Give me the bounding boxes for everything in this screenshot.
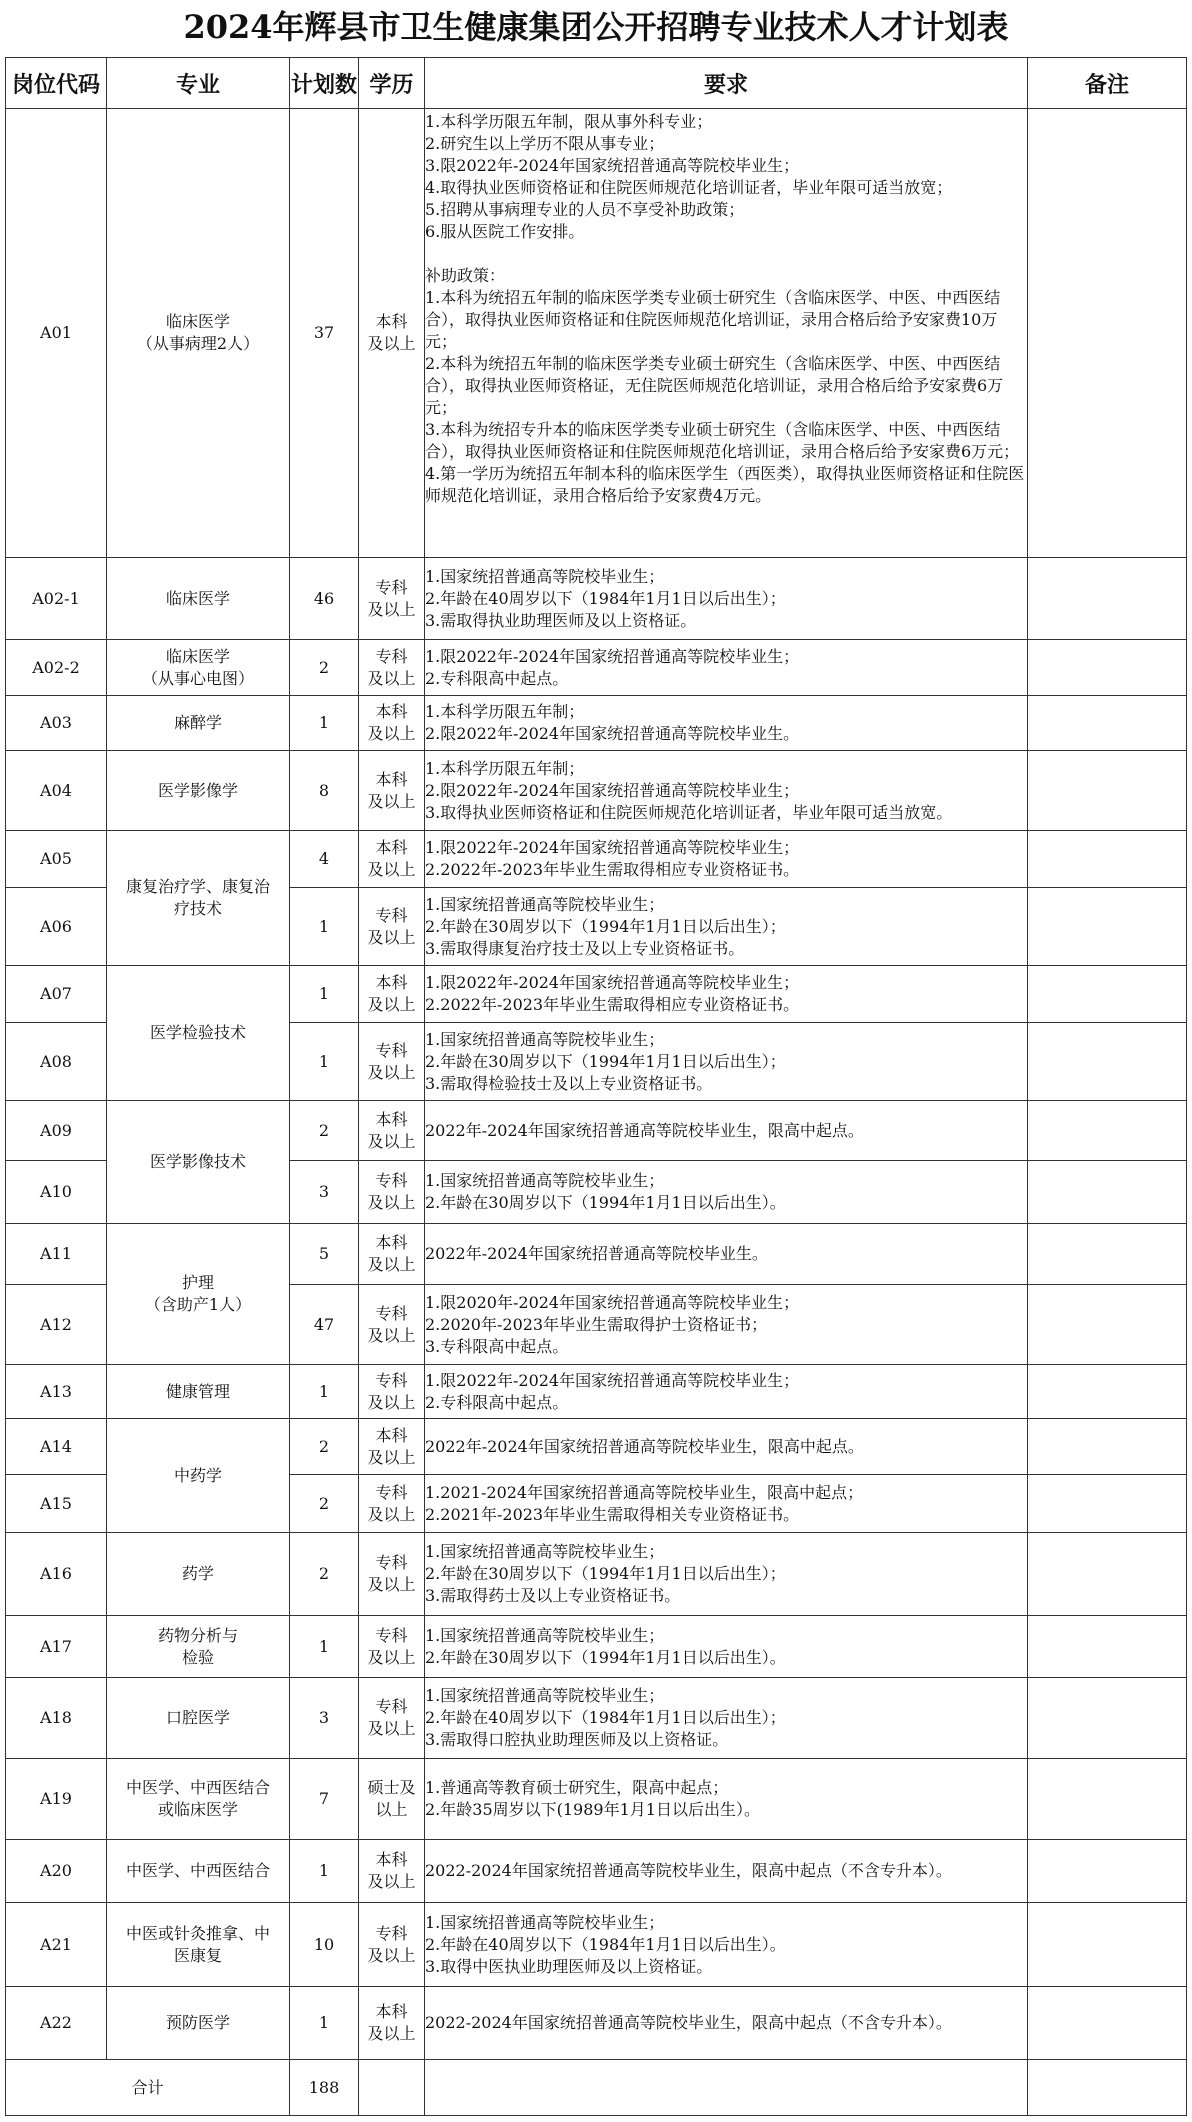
requirements [425, 1987, 1028, 2060]
plan-count: 2 [290, 1101, 359, 1161]
major-line: 康复治疗学、康复治 [125, 877, 270, 896]
major-line: 药学 [181, 1564, 214, 1583]
education [359, 888, 425, 966]
requirements [425, 1759, 1028, 1840]
plan-count: 1 [290, 966, 359, 1023]
page-title: 2024年辉县市卫生健康集团公开招聘专业技术人才计划表 [183, 8, 1009, 46]
education [359, 1903, 425, 1987]
major-line: 医学检验技术 [149, 1023, 246, 1042]
education [359, 1533, 425, 1616]
requirement-line: 2.年龄在30周岁以下（1994年1月1日以后出生）。 [425, 1193, 786, 1212]
notes [1028, 1023, 1187, 1101]
post-code: A04 [6, 751, 107, 831]
notes [1028, 1759, 1187, 1840]
plan-count: 4 [290, 831, 359, 888]
education-line: 及以上 [367, 1131, 416, 1151]
education [359, 1616, 425, 1678]
table-row [6, 558, 1187, 640]
major [107, 696, 290, 751]
post-code: A17 [6, 1616, 107, 1678]
major-line: 麻醉学 [173, 713, 222, 732]
requirement-line: 2.年龄在40周岁以下（1984年1月1日以后出生）； [425, 588, 786, 608]
requirements [425, 1285, 1028, 1365]
post-code: A11 [6, 1224, 107, 1285]
education-line: 及以上 [367, 668, 416, 688]
requirement-line: 3.需取得康复治疗技士及以上专业资格证书。 [425, 938, 745, 958]
plan-count: 1 [290, 1365, 359, 1419]
major [107, 109, 290, 558]
post-code: A08 [6, 1023, 107, 1101]
plan-count: 1 [290, 1840, 359, 1903]
plan-count: 2 [290, 1475, 359, 1533]
education-line: 本科 [375, 702, 408, 721]
requirement-line: 2.专科限高中起点。 [425, 668, 569, 688]
major-line: 临床医学 [165, 312, 230, 331]
major-line: 中医学、中西医结合 [125, 1778, 270, 1797]
plan-count: 5 [290, 1224, 359, 1285]
requirements [425, 109, 1028, 558]
requirement-line: 1.国家统招普通高等院校毕业生； [425, 566, 665, 586]
major-line: 药物分析与 [157, 1625, 238, 1645]
notes [1028, 1285, 1187, 1365]
major [107, 1101, 290, 1224]
notes [1028, 888, 1187, 966]
notes [1028, 109, 1187, 558]
requirements [425, 1365, 1028, 1419]
post-code: A03 [6, 696, 107, 751]
major-line: 中医学、中西医结合 [125, 1861, 270, 1880]
recruitment-plan-table [5, 57, 1187, 2116]
education-line: 及以上 [367, 860, 416, 879]
education-line: 专科 [375, 1303, 408, 1323]
post-code: A07 [6, 966, 107, 1023]
header-notes: 备注 [1028, 58, 1187, 109]
requirement-line: 1.2021-2024年国家统招普通高等院校毕业生，限高中起点； [425, 1482, 864, 1502]
requirement-line: 2022年-2024年国家统招普通高等院校毕业生。 [425, 1244, 768, 1263]
major [107, 751, 290, 831]
requirements [425, 1533, 1028, 1616]
notes [1028, 640, 1187, 696]
requirement-line: 6.服从医院工作安排。 [425, 222, 585, 241]
notes [1028, 1224, 1187, 1285]
requirement-line: 3.需取得检验技士及以上专业资格证书。 [425, 1073, 713, 1093]
major [107, 1678, 290, 1759]
education-line: 及以上 [367, 599, 416, 619]
major-line: 中药学 [173, 1465, 222, 1485]
education-line: 专科 [375, 1923, 408, 1943]
major-line: 医康复 [173, 1945, 222, 1965]
education-line: 专科 [375, 1171, 408, 1190]
major-line: 或临床医学 [157, 1800, 238, 1819]
requirement-line: 2.年龄在30周岁以下（1994年1月1日以后出生）。 [425, 1647, 786, 1667]
requirements [425, 1678, 1028, 1759]
major [107, 1533, 290, 1616]
requirement-line: 3.本科为统招专升本的临床医学类专业硕士研究生（含临床医学、中医、中西医结合），取得执业医师资格证和住院医师规范化培训证，录用合格后给予安家费6万元； [425, 420, 1020, 461]
education-line: 及以上 [367, 1872, 416, 1891]
education-line: 专科 [375, 1370, 408, 1390]
education-line: 及以上 [367, 1193, 416, 1212]
table-row [6, 1903, 1187, 1987]
requirements [425, 751, 1028, 831]
major-line: 检验 [181, 1647, 214, 1667]
table-row [6, 640, 1187, 696]
requirement-line: 1.国家统招普通高等院校毕业生； [425, 1912, 665, 1932]
post-code: A10 [6, 1161, 107, 1224]
header-count: 计划数 [290, 58, 359, 109]
notes [1028, 1616, 1187, 1678]
education-line: 及以上 [367, 1447, 416, 1467]
table-row [6, 1224, 1187, 1285]
education-line: 专科 [375, 1697, 408, 1716]
requirements [425, 558, 1028, 640]
notes [1028, 1419, 1187, 1475]
requirement-line: 1.国家统招普通高等院校毕业生； [425, 1686, 665, 1705]
requirements [425, 1419, 1028, 1475]
notes [1028, 966, 1187, 1023]
requirement-spacer [425, 243, 1027, 265]
major-line: 临床医学 [165, 588, 230, 608]
requirement-line: 1.国家统招普通高等院校毕业生； [425, 1029, 665, 1049]
major-line: （从事心电图） [141, 668, 254, 688]
requirements [425, 966, 1028, 1023]
education-line: 本科 [375, 838, 408, 857]
education [359, 109, 425, 558]
post-code: A06 [6, 888, 107, 966]
requirement-line: 2.本科为统招五年制的临床医学类专业硕士研究生（含临床医学、中医、中西医结合），取得执业医师资格证，无住院医师规范化培训证，录用合格后给予安家费6万元； [425, 354, 1004, 417]
header-requirements: 要求 [425, 58, 1028, 109]
requirements [425, 1101, 1028, 1161]
plan-count: 3 [290, 1678, 359, 1759]
plan-count: 2 [290, 1533, 359, 1616]
plan-count: 7 [290, 1759, 359, 1840]
major [107, 1759, 290, 1840]
requirements [425, 696, 1028, 751]
education-line: 及以上 [367, 2024, 416, 2043]
requirements [425, 1475, 1028, 1533]
major-line: 医学影像学 [157, 780, 238, 800]
requirement-line: 2022-2024年国家统招普通高等院校毕业生，限高中起点（不含专升本）。 [425, 1861, 952, 1880]
plan-count: 1 [290, 1023, 359, 1101]
education [359, 1224, 425, 1285]
requirement-line: 2.2022年-2023年毕业生需取得相应专业资格证书。 [425, 995, 800, 1014]
education-line: 本科 [375, 973, 408, 992]
post-code: A21 [6, 1903, 107, 1987]
header-major: 专业 [107, 58, 290, 109]
post-code: A14 [6, 1419, 107, 1475]
requirements [425, 1224, 1028, 1285]
requirement-line: 2.年龄在40周岁以下（1984年1月1日以后出生）； [425, 1708, 786, 1727]
requirement-line: 2022年-2024年国家统招普通高等院校毕业生，限高中起点。 [425, 1120, 864, 1140]
education [359, 1678, 425, 1759]
post-code: A02-2 [6, 640, 107, 696]
major-line: 临床医学 [165, 646, 230, 666]
education-line: 硕士及 [367, 1778, 416, 1797]
major [107, 966, 290, 1101]
requirement-line: 2.年龄在40周岁以下（1984年1月1日以后出生）。 [425, 1934, 786, 1954]
education-line: 及以上 [367, 1325, 416, 1345]
education-line: 专科 [375, 905, 408, 925]
requirements [425, 1903, 1028, 1987]
requirement-line: 2.年龄在30周岁以下（1994年1月1日以后出生）； [425, 1564, 786, 1583]
post-code: A15 [6, 1475, 107, 1533]
major [107, 831, 290, 966]
post-code: A18 [6, 1678, 107, 1759]
header-education: 学历 [359, 58, 425, 109]
education-line: 专科 [375, 1553, 408, 1572]
notes [1028, 1101, 1187, 1161]
major [107, 640, 290, 696]
table-row [6, 1987, 1187, 2060]
requirement-line: 1.本科为统招五年制的临床医学类专业硕士研究生（含临床医学、中医、中西医结合），取得执业医师资格证和住院医师规范化培训证，录用合格后给予安家费10万元； [425, 288, 1001, 351]
table-row [6, 1678, 1187, 1759]
table-row [6, 1759, 1187, 1840]
plan-count: 1 [290, 696, 359, 751]
notes [1028, 1365, 1187, 1419]
education [359, 1023, 425, 1101]
education [359, 751, 425, 831]
requirement-line: 2.限2022年-2024年国家统招普通高等院校毕业生。 [425, 724, 800, 743]
requirements [425, 640, 1028, 696]
education-line: 本科 [375, 2002, 408, 2021]
requirement-line: 2.年龄35周岁以下(1989年1月1日以后出生）。 [425, 1800, 760, 1819]
education [359, 640, 425, 696]
requirement-line: 1.国家统招普通高等院校毕业生； [425, 1542, 665, 1561]
education-line: 专科 [375, 577, 408, 597]
major [107, 1224, 290, 1365]
major [107, 1365, 290, 1419]
major-line: 口腔医学 [165, 1708, 230, 1727]
education [359, 696, 425, 751]
requirement-line: 2.年龄在30周岁以下（1994年1月1日以后出生）； [425, 916, 786, 936]
total-label: 合计 [6, 2060, 290, 2116]
requirement-line: 2022年-2024年国家统招普通高等院校毕业生，限高中起点。 [425, 1436, 864, 1456]
requirement-line: 2.2021年-2023年毕业生需取得相关专业资格证书。 [425, 1504, 800, 1524]
education-line: 以上 [375, 1800, 408, 1819]
major [107, 1419, 290, 1533]
plan-count: 2 [290, 640, 359, 696]
table-header-row [6, 58, 1187, 109]
notes [1028, 696, 1187, 751]
major [107, 1616, 290, 1678]
plan-count: 1 [290, 1616, 359, 1678]
education-line: 及以上 [367, 791, 416, 811]
post-code: A01 [6, 109, 107, 558]
major [107, 558, 290, 640]
requirement-line: 3.需取得口腔执业助理医师及以上资格证。 [425, 1730, 729, 1749]
requirements [425, 1840, 1028, 1903]
major-line: 预防医学 [165, 2013, 230, 2032]
education-line: 及以上 [367, 995, 416, 1014]
table-row [6, 1365, 1187, 1419]
education-line: 专科 [375, 1482, 408, 1502]
plan-count: 46 [290, 558, 359, 640]
notes [1028, 1533, 1187, 1616]
education-line: 本科 [375, 769, 408, 789]
major-line: 中医或针灸推拿、中 [125, 1923, 270, 1943]
total-notes [1028, 2060, 1187, 2116]
requirements [425, 888, 1028, 966]
notes [1028, 1840, 1187, 1903]
requirement-line: 4.第一学历为统招五年制本科的临床医学生（西医类），取得执业医师资格证和住院医师规范化培训证，录用合格后给予安家费4万元。 [425, 464, 1025, 505]
education-line: 专科 [375, 1625, 408, 1645]
requirement-line: 2.2022年-2023年毕业生需取得相应专业资格证书。 [425, 860, 800, 879]
education [359, 1101, 425, 1161]
major-line: 健康管理 [165, 1381, 230, 1401]
education-line: 本科 [375, 1233, 408, 1252]
education [359, 1987, 425, 2060]
major-line: 疗技术 [173, 899, 222, 918]
education-line: 及以上 [367, 1392, 416, 1412]
total-requirements [425, 2060, 1028, 2116]
education-line: 及以上 [367, 334, 416, 353]
education [359, 558, 425, 640]
requirements [425, 1023, 1028, 1101]
notes [1028, 1987, 1187, 2060]
requirement-line: 3.取得执业医师资格证和住院医师规范化培训证者，毕业年限可适当放宽。 [425, 802, 953, 822]
education-line: 及以上 [367, 724, 416, 743]
major-line: 医学影像技术 [149, 1152, 246, 1171]
requirement-line: 2.研究生以上学历不限从事专业； [425, 134, 665, 153]
requirement-line: 1.国家统招普通高等院校毕业生； [425, 1625, 665, 1645]
plan-count: 8 [290, 751, 359, 831]
requirement-line: 1.国家统招普通高等院校毕业生； [425, 1171, 665, 1190]
post-code: A12 [6, 1285, 107, 1365]
notes [1028, 1903, 1187, 1987]
major [107, 1840, 290, 1903]
requirement-line: 2.限2022年-2024年国家统招普通高等院校毕业生； [425, 780, 800, 800]
education-line: 及以上 [367, 1719, 416, 1738]
requirement-line: 3.取得中医执业助理医师及以上资格证。 [425, 1956, 713, 1976]
education [359, 1161, 425, 1224]
education-line: 本科 [375, 1109, 408, 1129]
table-row [6, 1533, 1187, 1616]
requirement-line: 2.年龄在30周岁以下（1994年1月1日以后出生）； [425, 1051, 786, 1071]
education [359, 1840, 425, 1903]
total-count: 188 [290, 2060, 359, 2116]
education-line: 及以上 [367, 1504, 416, 1524]
plan-count: 3 [290, 1161, 359, 1224]
header-code: 岗位代码 [6, 58, 107, 109]
education-line: 及以上 [367, 927, 416, 947]
notes [1028, 1678, 1187, 1759]
plan-count: 47 [290, 1285, 359, 1365]
requirements [425, 1161, 1028, 1224]
plan-count: 1 [290, 888, 359, 966]
major [107, 1903, 290, 1987]
plan-count: 37 [290, 109, 359, 558]
plan-count: 10 [290, 1903, 359, 1987]
requirement-line: 1.国家统招普通高等院校毕业生； [425, 894, 665, 914]
education [359, 831, 425, 888]
notes [1028, 1475, 1187, 1533]
requirement-line: 2022-2024年国家统招普通高等院校毕业生，限高中起点（不含专升本）。 [425, 2013, 952, 2032]
requirement-line: 5.招聘从事病理专业的人员不享受补助政策； [425, 200, 745, 219]
notes [1028, 558, 1187, 640]
major [107, 1987, 290, 2060]
table-row [6, 831, 1187, 888]
education [359, 1475, 425, 1533]
requirement-line: 1.普通高等教育硕士研究生，限高中起点； [425, 1778, 729, 1797]
post-code: A09 [6, 1101, 107, 1161]
requirement-line: 3.专科限高中起点。 [425, 1336, 569, 1356]
requirements [425, 831, 1028, 888]
requirement-line: 1.本科学历限五年制； [425, 702, 585, 721]
post-code: A20 [6, 1840, 107, 1903]
education-line: 及以上 [367, 1945, 416, 1965]
plan-count: 1 [290, 1987, 359, 2060]
education [359, 966, 425, 1023]
education [359, 1759, 425, 1840]
plan-count: 2 [290, 1419, 359, 1475]
major-line: 护理 [181, 1273, 214, 1292]
requirement-line: 2.专科限高中起点。 [425, 1392, 569, 1412]
major-line: （含助产1人） [144, 1295, 252, 1314]
major-line: （从事病理2人） [136, 334, 260, 353]
requirements [425, 1616, 1028, 1678]
total-row [6, 2060, 1187, 2116]
notes [1028, 1161, 1187, 1224]
requirement-line: 1.限2022年-2024年国家统招普通高等院校毕业生； [425, 646, 800, 666]
requirement-line: 3.需取得药士及以上专业资格证书。 [425, 1586, 681, 1605]
table-row [6, 1419, 1187, 1475]
table-row [6, 1101, 1187, 1161]
education [359, 1365, 425, 1419]
total-education [359, 2060, 425, 2116]
post-code: A19 [6, 1759, 107, 1840]
requirement-line: 1.本科学历限五年制，限从事外科专业； [425, 112, 713, 131]
table-row [6, 966, 1187, 1023]
post-code: A16 [6, 1533, 107, 1616]
education-line: 专科 [375, 1040, 408, 1060]
requirement-line: 1.限2022年-2024年国家统招普通高等院校毕业生； [425, 973, 800, 992]
requirement-line: 4.取得执业医师资格证和住院医师规范化培训证者，毕业年限可适当放宽； [425, 178, 953, 197]
education [359, 1419, 425, 1475]
requirement-line: 2.2020年-2023年毕业生需取得护士资格证书； [425, 1314, 768, 1334]
table-row [6, 109, 1187, 558]
education-line: 本科 [375, 1850, 408, 1869]
education-line: 本科 [375, 1425, 408, 1445]
education-line: 专科 [375, 646, 408, 666]
requirement-line: 补助政策： [425, 266, 506, 285]
requirement-line: 1.本科学历限五年制； [425, 758, 585, 778]
education-line: 及以上 [367, 1575, 416, 1594]
post-code: A05 [6, 831, 107, 888]
requirement-line: 1.限2022年-2024年国家统招普通高等院校毕业生； [425, 838, 800, 857]
table-row [6, 1616, 1187, 1678]
post-code: A22 [6, 1987, 107, 2060]
table-row [6, 696, 1187, 751]
notes [1028, 751, 1187, 831]
notes [1028, 831, 1187, 888]
requirement-line: 3.需取得执业助理医师及以上资格证。 [425, 610, 697, 630]
requirement-line: 3.限2022年-2024年国家统招普通高等院校毕业生； [425, 156, 800, 175]
education-line: 及以上 [367, 1062, 416, 1082]
education-line: 本科 [375, 312, 408, 331]
table-row [6, 1840, 1187, 1903]
requirement-line: 1.限2020年-2024年国家统招普通高等院校毕业生； [425, 1292, 800, 1312]
education-line: 及以上 [367, 1255, 416, 1274]
education [359, 1285, 425, 1365]
post-code: A13 [6, 1365, 107, 1419]
post-code: A02-1 [6, 558, 107, 640]
education-line: 及以上 [367, 1647, 416, 1667]
requirement-line: 1.限2022年-2024年国家统招普通高等院校毕业生； [425, 1370, 800, 1390]
table-row [6, 751, 1187, 831]
